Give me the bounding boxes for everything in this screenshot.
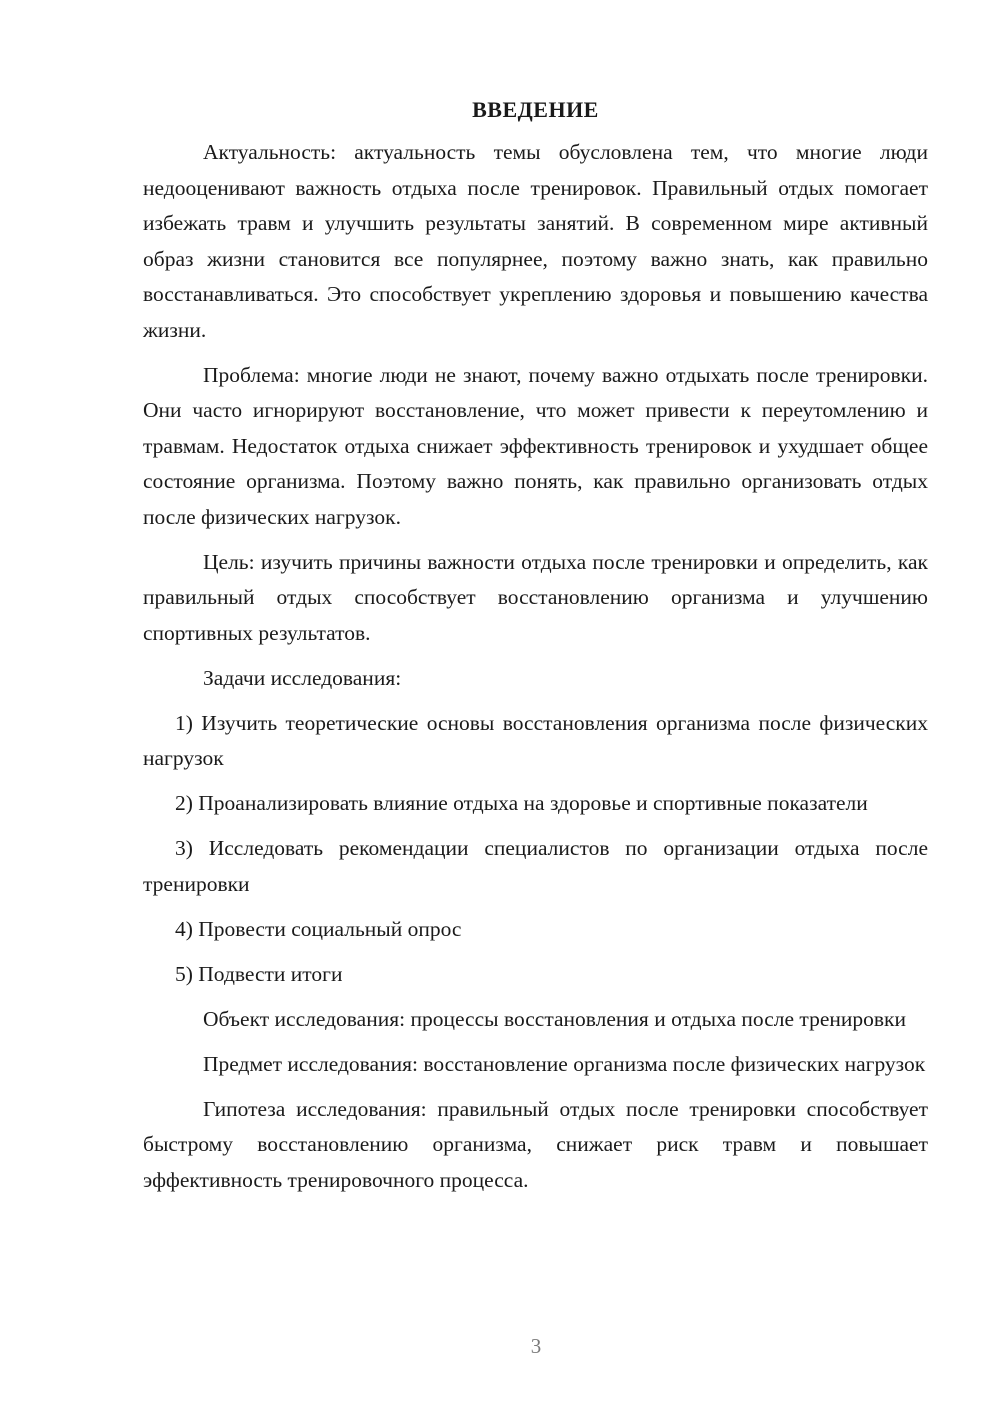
tasks-list bbox=[143, 706, 928, 993]
tasks-heading: Задачи исследования: bbox=[203, 665, 402, 690]
problem-paragraph: Проблема: многие люди не знают, почему важно отдыхать после тренировки. Они часто игнорируют восстановление, что может привести к переутомлению и травмам. Недостаток отдыха снижает эффективность тренировок и ухудшает общее состояние организма. Поэтому важно понять, как правильно организовать отдых после физических нагрузок. bbox=[143, 362, 928, 529]
task-item: 2) Проанализировать влияние отдыха на здоровье и спортивные показатели bbox=[175, 791, 868, 815]
page-title: ВВЕДЕНИЕ bbox=[472, 97, 599, 122]
subject-paragraph: Предмет исследования: восстановление организма после физических нагрузок bbox=[203, 1051, 926, 1076]
relevance-paragraph: Актуальность: актуальность темы обусловлена тем, что многие люди недооценивают важность отдыха после тренировок. Правильный отдых помогает избежать травм и улучшить результаты занятий. В современном мире активный образ жизни становится все популярнее, поэтому важно знать, как правильно восстанавливаться. Это способствует укреплению здоровья и повышению качества жизни. bbox=[143, 140, 928, 342]
document-page bbox=[143, 94, 928, 1198]
task-item: 4) Провести социальный опрос bbox=[175, 916, 462, 941]
task-item: 5) Подвести итоги bbox=[175, 961, 343, 986]
goal-paragraph: Цель: изучить причины важности отдыха после тренировки и определить, как правильный отдых способствует восстановлению организма и улучшению спортивных результатов. bbox=[143, 549, 928, 645]
hypothesis-paragraph: Гипотеза исследования: правильный отдых после тренировки способствует быстрому восстановлению организма, снижает риск травм и повышает эффективность тренировочного процесса. bbox=[143, 1096, 928, 1192]
object-paragraph: Объект исследования: процессы восстановления и отдыха после тренировки bbox=[203, 1006, 906, 1031]
task-item: 3) Исследовать рекомендации специалистов по организации отдыха после тренировки bbox=[143, 836, 928, 896]
task-item: 1) Изучить теоретические основы восстановления организма после физических нагрузок bbox=[143, 710, 928, 770]
page-number: 3 bbox=[530, 1334, 542, 1358]
